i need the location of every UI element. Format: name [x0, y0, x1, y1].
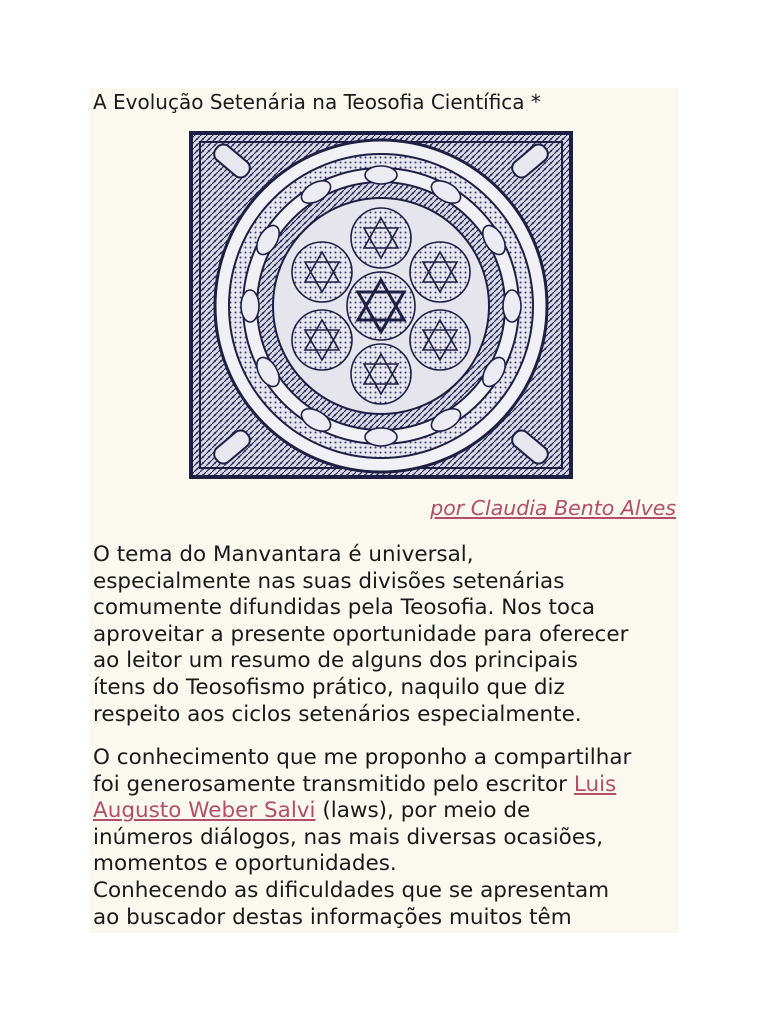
- paragraph-line: O tema do Manvantara é universal,: [93, 542, 474, 567]
- paragraph-line: ao buscador destas informações muitos têm: [93, 904, 572, 930]
- author-link-first-name[interactable]: Luis: [573, 771, 617, 797]
- paragraph-line: respeito aos ciclos setenários especialmente.: [93, 701, 582, 727]
- paragraph-line: ao leitor um resumo de alguns dos principais: [93, 648, 578, 674]
- paragraph-intro: [93, 542, 678, 728]
- paragraph-line: momentos e oportunidades.: [93, 851, 397, 877]
- paragraph-text: foi generosamente transmitido pelo escritor: [93, 771, 574, 797]
- document-title: A Evolução Setenária na Teosofia Científica *: [93, 90, 541, 114]
- document-page: [90, 88, 678, 933]
- seal-illustration: [188, 130, 574, 480]
- paragraph-line: comumente difundidas pela Teosofia. Nos toca: [93, 595, 596, 621]
- paragraph-line: aproveitar a presente oportunidade para oferecer: [93, 621, 629, 647]
- paragraph-line: especialmente nas suas divisões setenárias: [93, 568, 565, 594]
- paragraph-line: ítens do Teosofismo prático, naquilo que diz: [93, 674, 565, 700]
- paragraph-line: [93, 772, 678, 799]
- author-byline-link[interactable]: por Claudia Bento Alves: [430, 496, 676, 520]
- author-link-last-name[interactable]: Augusto Weber Salvi: [93, 798, 316, 824]
- paragraph-knowledge: [93, 745, 678, 931]
- kabbalistic-seal-icon: [188, 130, 574, 480]
- paragraph-line: O conhecimento que me proponho a compartilhar: [93, 745, 632, 770]
- paragraph-line: inúmeros diálogos, nas mais diversas ocasiões,: [93, 824, 604, 850]
- paragraph-line: Conhecendo as dificuldades que se apresentam: [93, 877, 610, 903]
- paragraph-line: [93, 798, 678, 825]
- paragraph-text: (laws), por meio de: [315, 798, 531, 824]
